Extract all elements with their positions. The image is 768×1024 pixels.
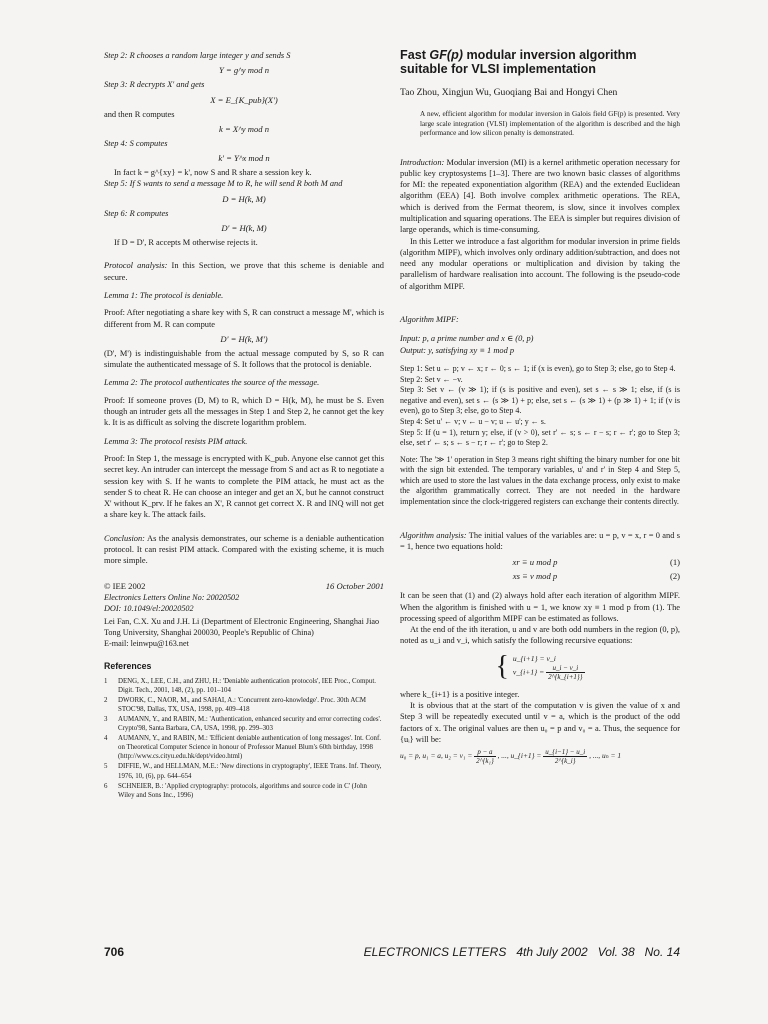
equation-D: D = H(k, M) — [222, 193, 266, 204]
step3-text: Step 3: R decrypts X' and gets — [104, 80, 205, 90]
system-fraction — [546, 664, 584, 681]
reference-text: AUMANN, Y., and RABIN, M.: 'Efficient deniable authentication of long messages'. Int. Conf. on Theoretical Computer Science in honour of Professor Manuel Blum's 60th birthday, 1998 (http://www.cs.cityu.edu.hk/dept/video.html) — [118, 735, 382, 761]
references-heading: References — [104, 660, 152, 671]
copyright: © IEE 2002 — [104, 580, 146, 591]
sequence-fraction-2-numerator: u_{i−1} − u_i — [545, 748, 586, 757]
algorithm-step5: Step 5: If (u = 1), return y; else, if (v > 0), set r' ← s; s ← r − s; r ← r'; go to Step 3; else, set r' ← s; s ← s − r; r ← r'; go to Step 2. — [400, 427, 680, 448]
lemma3: Lemma 3: The protocol resists PIM attack. — [104, 436, 248, 446]
page-number: 706 — [104, 945, 125, 959]
protocol-analysis-text: In this Section, we prove that this scheme is deniable and secure. — [104, 261, 384, 282]
sequence-part-b: , ..., u_{i+1} = — [497, 751, 544, 761]
reference-number: 2 — [104, 696, 108, 704]
title-part-2: modular inversion algorithm suitable for VLSI implementation — [400, 48, 637, 76]
reference-item — [104, 762, 384, 780]
algorithm-step4: Step 4: Set u' ← v; v ← u − v; u ← u'; y ← s. — [400, 416, 546, 426]
received-date: 16 October 2001 — [325, 580, 384, 591]
right-column — [400, 48, 680, 765]
proof1-continued: (D', M') is indistinguishable from the actual message computed by S, so R can simulate the authenticated message of S. It follows that the protocol is deniable. — [104, 348, 384, 370]
conclusion-text: As the analysis demonstrates, our scheme is a deniable authentication protocol. It can resist PIM attack. Compared with the existing scheme, it is much more simple. — [104, 533, 384, 566]
then-r-computes: and then R computes — [104, 109, 175, 119]
lemma1: Lemma 1: The protocol is deniable. — [104, 290, 224, 300]
proof1: Proof: After negotiating a share key with S, R can construct a message M', which is different from M. R can compute — [104, 308, 384, 329]
title-part-1: Fast — [400, 48, 430, 62]
article-title — [400, 48, 680, 76]
algorithm-input: Input: p, a prime number and x ∈ (0, p) — [400, 334, 534, 344]
recursive-system — [400, 650, 680, 682]
abstract: A new, efficient algorithm for modular inversion in Galois field GF(p) is presented. Very large scale integration (VLSI) implementation of the algorithm is described and the high performance and low silicon penalty is demonstrated. — [420, 110, 680, 137]
reference-text: DIFFIE, W., and HELLMAN, M.E.: 'New directions in cryptography', IEEE Trans. Inf. Theory, 1976, 10, (6), pp. 644–654 — [118, 763, 382, 780]
equation-2-row — [400, 570, 680, 582]
reference-number: 3 — [104, 715, 108, 723]
step6-text: Step 6: R computes — [104, 208, 169, 218]
protocol-analysis-paragraph — [104, 260, 384, 283]
accept-text: If D = D', R accepts M otherwise rejects it. — [114, 238, 258, 248]
reference-number: 6 — [104, 782, 108, 790]
equation-1-row — [400, 556, 680, 568]
sequence-fraction-2 — [543, 748, 587, 765]
equation-D-prime-M: D' = H(k, M') — [220, 333, 268, 344]
step2-text: Step 2: R chooses a random large integer y and sends S — [104, 51, 291, 60]
copyright-line — [104, 581, 384, 592]
equation-X: X = E_{K_pub}(X') — [210, 94, 278, 105]
reference-item — [104, 734, 384, 761]
email: E-mail: leinwpu@163.net — [104, 638, 189, 648]
step5-text: Step 5: If S wants to send a message M to R, he will send R both M and — [104, 179, 343, 189]
reference-item — [104, 677, 384, 695]
reference-number: 1 — [104, 677, 108, 685]
page-footer — [104, 945, 680, 961]
analysis-text: The initial values of the variables are: u = p, v = x, r = 0 and s = 1, hence two equations hold: — [400, 530, 680, 551]
reference-number: 5 — [104, 763, 108, 771]
reference-item — [104, 715, 384, 733]
brace-glyph: { — [495, 650, 509, 682]
proof2: Proof: If someone proves (D, M) to R, which D = H(k, M), he must be S. Even though an intruder gets all the messages in Step 1 and Step 2, he cannot get the key k. It is as difficult as solving the discrete logarithm problem. — [104, 395, 384, 428]
reference-text: SCHNEIER, B.: 'Applied cryptography: protocols, algorithms and source code in C' (John Wiley and Sons Inc., 1996) — [118, 782, 367, 799]
proof3: Proof: In Step 1, the message is encrypted with K_pub. Anyone else cannot get this secret key. An intruder can intercept the message from S and act as R to negotiate a session key with S. If he wants to complete the PIM attack, he must act as the sender S to cheat R. He can choose an integer and get an X, but he cannot construct X' without K_prv. If he fakes an X', R cannot get correct X. R and INQ will not get a share key k. The attack fails. — [104, 453, 384, 520]
after-equations-text: It can be seen that (1) and (2) always hold after each iteration of algorithm MIPF. When the algorithm is finished with u = 1, we know xy ≡ 1 mod p from (1). The processing speed of algorithm MIPF can be estimated as follows. — [400, 591, 680, 623]
sequence-part-c: , ..., uₙ = 1 — [589, 751, 622, 761]
system-line-2 — [513, 664, 585, 681]
sequence-fraction-1 — [474, 748, 496, 765]
reference-item — [104, 696, 384, 714]
equation-Y: Y = g^y mod n — [218, 65, 269, 76]
where-text: where k_{i+1} is a positive integer. — [400, 689, 520, 699]
reference-item — [104, 782, 384, 800]
conclusion-label: Conclusion: — [104, 533, 145, 543]
system-lines — [513, 653, 585, 681]
algorithm-step2: Step 2: Set v ← −v. — [400, 374, 463, 384]
title-field: GF(p) — [429, 48, 463, 62]
protocol-analysis-label: Protocol analysis: — [104, 261, 168, 271]
equation-k-prime: k' = Y^x mod n — [218, 153, 270, 164]
system-fraction-numerator: u_i − v_i — [546, 664, 584, 673]
reference-number: 4 — [104, 735, 108, 743]
authors: Tao Zhou, Xingjun Wu, Guoqiang Bai and Hongyi Chen — [400, 87, 618, 98]
sequence-part-a: u₀ = p, u₁ = a, u₂ = v₁ = — [400, 751, 475, 761]
references-list — [104, 677, 384, 800]
iteration-text: At the end of the ith iteration, u and v are both odd numbers in the region (0, p), noted as u_i and v_i, which satisfy the following recursive equations: — [400, 625, 680, 646]
reference-text: DWORK, C., NAOR, M., and SAHAI, A.: 'Concurrent zero-knowledge'. Proc. 30th ACM STOC'98, Dallas, TX, USA, 1998, pp. 409–418 — [118, 696, 367, 713]
step4-text: Step 4: S computes — [104, 138, 168, 148]
journal-line: ELECTRONICS LETTERS 4th July 2002 Vol. 38 No. 14 — [363, 945, 680, 959]
algorithm-step1: Step 1: Set u ← p; v ← x; r ← 0; s ← 1; if (x is even), go to Step 3; else, go to Step 4. — [400, 363, 676, 373]
sequence-line — [400, 748, 680, 765]
left-column — [104, 48, 384, 801]
analysis-label: Algorithm analysis: — [400, 530, 467, 540]
online-number: Electronics Letters Online No: 20020502 — [104, 592, 240, 602]
analysis-paragraph — [400, 530, 680, 553]
equation-2: xs ≡ v mod p — [512, 571, 558, 582]
lemma2: Lemma 2: The protocol authenticates the source of the message. — [104, 378, 320, 388]
algorithm-step3: Step 3: Set v ← (v ≫ 1); if (s is positive and even), set s ← s ≫ 1; else, if (s is negative and even), set s ← (s ≫ 1) + p; else, set s ← (s ≫ 1) + (p ≫ 1) + 1; if (v is even), go to Step 3; else, go to Step 4. — [400, 385, 680, 416]
equation-k: k = X^y mod n — [219, 123, 269, 134]
equation-1-number: (1) — [669, 557, 680, 568]
sequence-fraction-2-denominator: 2^{k_i} — [554, 757, 576, 766]
sequence-fraction-1-denominator: 2^{k₁} — [476, 757, 494, 766]
introduction-text-2: In this Letter we introduce a fast algorithm for modular inversion in prime fields (algorithm MIPF), which involves only ordinary addition/subtraction, and does not need any modular operations or multiplication and division by taking the parallelism of hardware realisation into account. The following is the pseudo-code of algorithm MIPF. — [400, 236, 680, 291]
system-fraction-denominator: 2^{k_{i+1}} — [548, 672, 583, 681]
algorithm-output: Output: y, satisfying xy ≡ 1 mod p — [400, 345, 515, 355]
equation-2-number: (2) — [669, 571, 680, 582]
introduction-label: Introduction: — [400, 157, 445, 167]
algorithm-note: Note: The '≫ 1' operation in Step 3 means right shifting the binary number for one bit with the sign bit extended. The temporary variables, u' and r' in Step 4 and Step 5, which are used to store the last values in the data exchange process, only exist to make the algorithm grammatically correct. They are not needed in the hardware implementation since the clock-triggered registers can exchange their contents directly. — [400, 454, 680, 507]
reference-text: DENG, X., LEE, C.H., and ZHU, H.: 'Deniable authentication protocols', IEE Proc., Comput. Digit. Tech., 2001, 148, (2), pp. 101–104 — [118, 677, 376, 694]
equation-1: xr ≡ u mod p — [512, 557, 558, 568]
algorithm-title: Algorithm MIPF: — [400, 315, 459, 325]
introduction-text: Modular inversion (MI) is a kernel arithmetic operation necessary for public key cryptosystems [1–3]. There are two known basic classes of algorithms for MI: the repeated exponentiation algorithm (REA) and the extended Euclidean algorithm (EEA) [4]. Both involve complex arithmetic operations. The REA, which is derived from the Fermat theorem, is slow, since it involves complex multiplication and squaring operations. The EEA is simpler but requires division of large operands, which is time-consuming. — [400, 157, 680, 235]
sequence-fraction-1-numerator: p − a — [474, 748, 496, 757]
system-line-1: u_{i+1} = v_i — [512, 653, 556, 663]
system-line-2-lhs: v_{i+1} = — [512, 667, 547, 676]
introduction-paragraph — [400, 157, 680, 236]
doi: DOI: 10.1049/el:20020502 — [104, 603, 194, 613]
conclusion-paragraph — [104, 533, 384, 567]
reference-text: AUMANN, Y., and RABIN, M.: 'Authentication, enhanced security and error correcting codes'. Crypto'98, Santa Barbara, CA, USA, 1998, pp. 299–303 — [118, 715, 382, 733]
equation-D-prime: D' = H(k, M) — [221, 223, 267, 234]
in-fact-text: In fact k = g^{xy} = k', now S and R share a session key k. — [114, 168, 312, 178]
obvious-text: It is obvious that at the start of the computation v is given the value of x and Step 3 will be repeatedly executed until v = a, which is the product of the odd factors of x. The original values are then u₀ = p and v₀ = a. Thus, the sequence for {uᵢ} will be: — [400, 701, 680, 744]
affiliation: Lei Fan, C.X. Xu and J.H. Li (Department of Electronic Engineering, Shanghai Jiao Tong University, Shanghai 200030, People's Republic of China) — [104, 616, 380, 637]
